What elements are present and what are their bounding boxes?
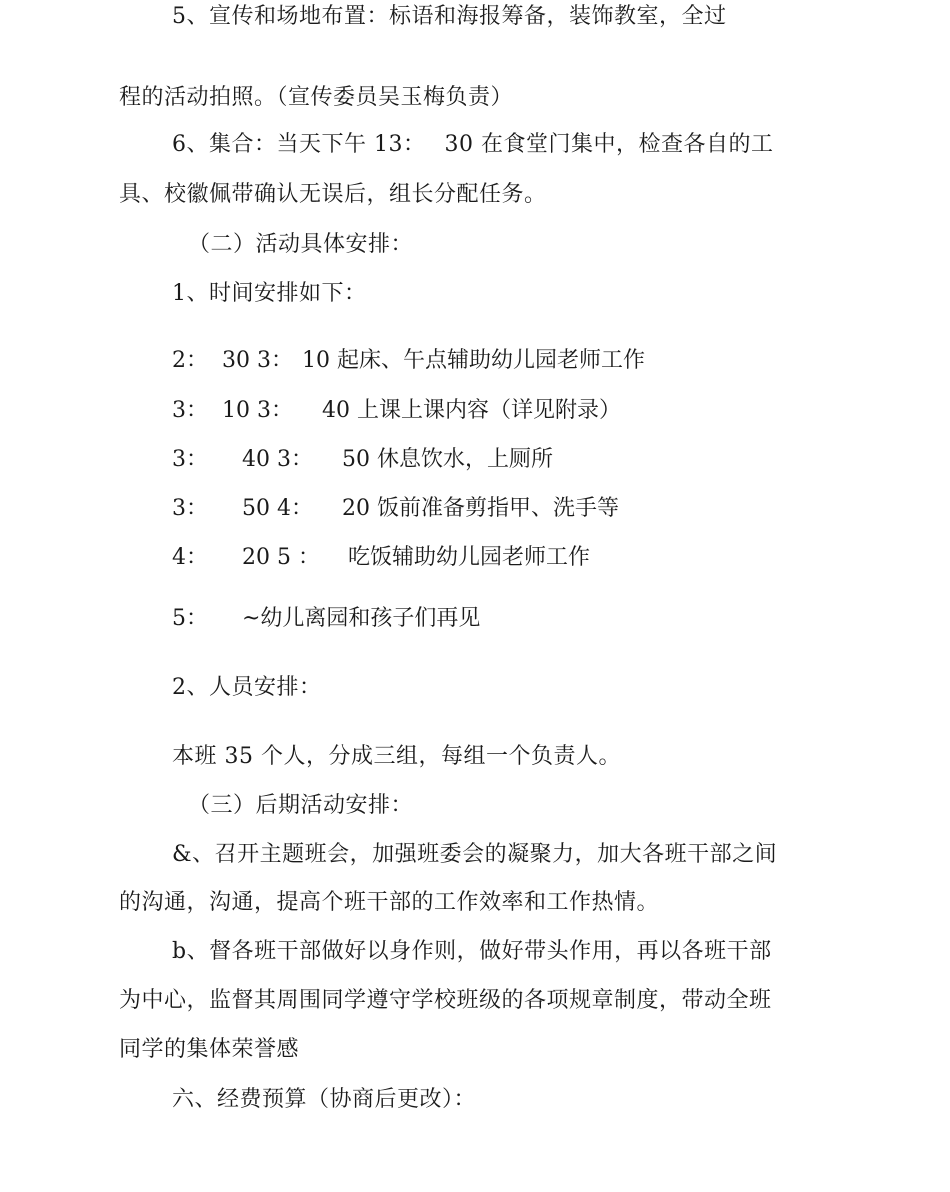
schedule-mid: 50 4： (242, 496, 313, 521)
schedule-activity: 40 上课上课内容（详见附录） (322, 398, 621, 423)
section-heading-2: （二）活动具体安排： (188, 232, 414, 257)
people-heading: 2、人员安排： (172, 675, 322, 700)
paragraph-publicity-cont: 程的活动拍照。（宣传委员吴玉梅负责） (119, 85, 514, 110)
schedule-start-hour: 4： (172, 545, 208, 570)
paragraph-item-b-cont2: 同学的集体荣誉感 (119, 1037, 300, 1062)
schedule-activity: ~幼儿离园和孩子们再见 (242, 606, 481, 631)
schedule-mid: 30 3： (222, 348, 293, 373)
section-heading-3: （三）后期活动安排： (188, 793, 414, 818)
schedule-start-hour: 3： (172, 398, 208, 423)
time-schedule-heading: 1、时间安排如下： (172, 281, 367, 306)
schedule-activity: 10 起床、午点辅助幼儿园老师工作 (302, 348, 645, 373)
paragraph-publicity: 5、宣传和场地布置：标语和海报筹备，装饰教室，全过 (172, 4, 727, 29)
paragraph-gathering-cont: 具、校徽佩带确认无误后，组长分配任务。 (119, 182, 547, 207)
section-heading-6: 六、经费预算（协商后更改）： (172, 1087, 477, 1112)
schedule-mid: 20 5 ： (242, 545, 320, 570)
schedule-start-hour: 3： (172, 447, 208, 472)
paragraph-item-b-cont1: 为中心，监督其周围同学遵守学校班级的各项规章制度，带动全班 (119, 988, 772, 1013)
people-text: 本班 35 个人，分成三组，每组一个负责人。 (172, 744, 621, 769)
schedule-mid: 40 3： (242, 447, 313, 472)
schedule-start-hour: 3： (172, 496, 208, 521)
paragraph-item-b: b、督各班干部做好以身作则，做好带头作用，再以各班干部 (172, 939, 772, 964)
schedule-mid: 10 3： (222, 398, 293, 423)
schedule-start-hour: 5： (172, 606, 208, 631)
paragraph-gathering: 6、集合：当天下午 13： 30 在食堂门集中，检查各自的工 (172, 132, 774, 157)
paragraph-item-a: &、召开主题班会，加强班委会的凝聚力，加大各班干部之间 (172, 842, 778, 867)
schedule-activity: 20 饭前准备剪指甲、洗手等 (342, 496, 619, 521)
paragraph-item-a-cont: 的沟通，沟通，提高个班干部的工作效率和工作热情。 (119, 890, 660, 915)
schedule-start-hour: 2： (172, 348, 208, 373)
schedule-activity: 50 休息饮水，上厕所 (342, 447, 553, 472)
schedule-activity: 吃饭辅助幼儿园老师工作 (348, 545, 591, 570)
